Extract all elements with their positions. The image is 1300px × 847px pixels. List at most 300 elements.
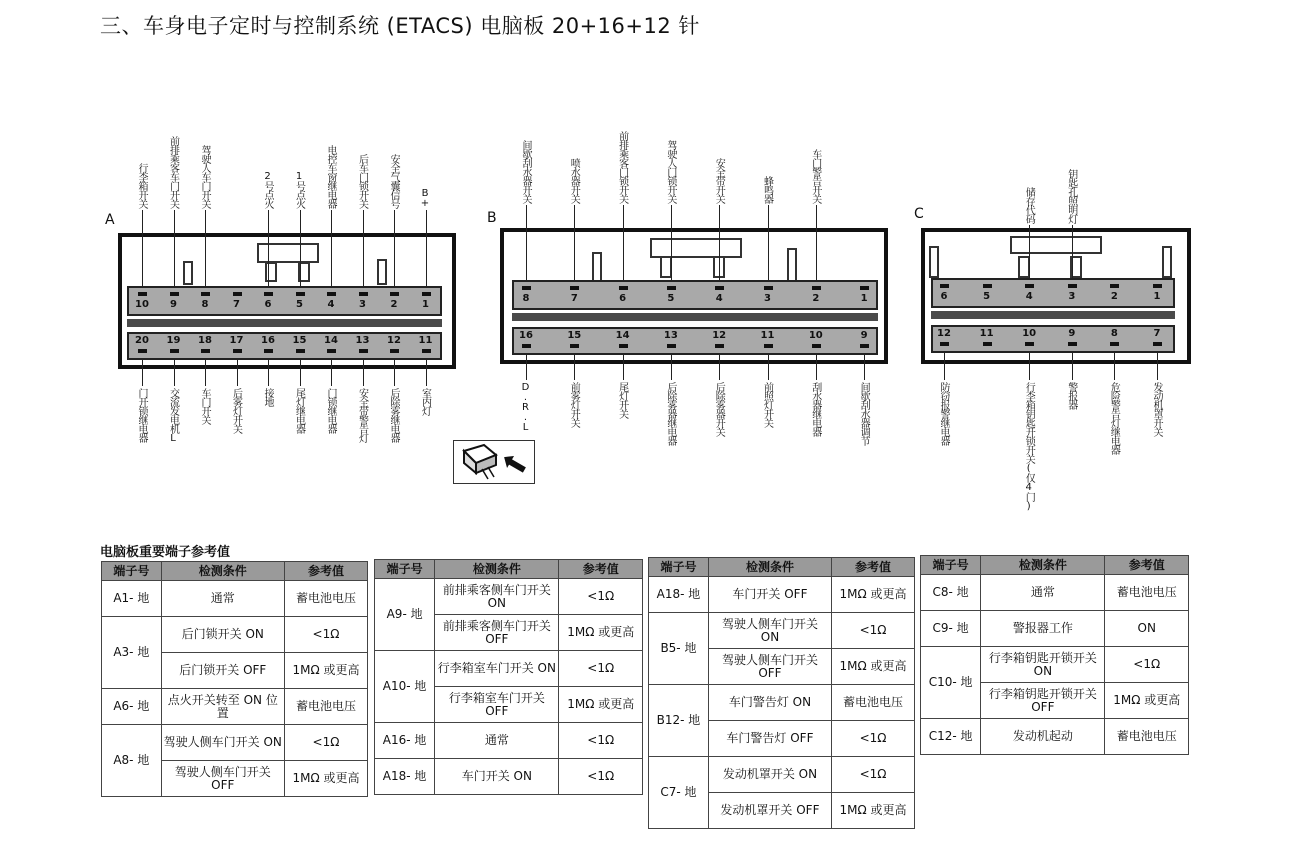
table-row [649,757,915,793]
connector-A-divider [127,319,442,327]
table-row [649,577,915,613]
table-header-cell: 端子号 [921,556,981,575]
pin-marker [201,292,210,296]
pin-marker [522,286,531,290]
pin-lead-line [331,360,332,386]
terminal-cell: A18- 地 [375,759,435,795]
pin-lead-line [426,210,427,286]
table-row [921,719,1189,755]
pin-number: 2 [390,299,398,310]
table-row [649,685,915,721]
condition-cell: 行李箱室车门开关 OFF [435,687,559,723]
pin-marker [296,292,305,296]
pin-number: 13 [663,330,678,341]
table-header-cell: 检测条件 [161,562,284,581]
pin-label-bottom: 间歇刮水器调节 [858,382,870,445]
pin-marker [983,342,992,346]
pin-label-top: 安全带开关 [713,158,725,203]
pin-label-top: 车门警告开关 [809,149,821,203]
condition-cell: 发动机罩开关 OFF [708,793,831,829]
pin-marker [1025,284,1034,288]
condition-cell: 通常 [161,581,284,617]
pin-marker [233,349,242,353]
pin-marker [1068,284,1077,288]
pin-label-bottom: 交流发电机L [167,388,179,443]
pin-number: 13 [355,335,370,346]
pin-lead-line [426,360,427,386]
pin-number: 8 [1110,328,1118,339]
table-header-cell: 端子号 [375,560,435,579]
pin-lead-line [268,210,269,286]
reference-value-cell: <1Ω [559,723,643,759]
condition-cell: 发动机起动 [981,719,1105,755]
pin-label-bottom: D.R.L [520,382,531,432]
pin-number: 20 [135,335,149,346]
pin-lead-line [394,360,395,386]
pin-marker [983,284,992,288]
pin-number: 11 [418,335,433,346]
reference-value-cell: 1MΩ 或更高 [1105,683,1189,719]
connector-C-divider [931,311,1175,319]
condition-cell: 发动机罩开关 ON [708,757,831,793]
pin-number: 17 [229,335,244,346]
condition-cell: 驾驶人侧车门开关 OFF [708,649,831,685]
condition-cell: 行李箱钥匙开锁开关 ON [981,647,1105,683]
pin-label-top: 电控车窗继电器 [325,145,336,208]
connector-A-latch [265,262,277,282]
connector-C-latch [1162,246,1172,278]
pin-number: 5 [983,291,991,302]
pin-marker [812,286,821,290]
pin-label-top: 后车门锁开关 [356,154,368,208]
pin-lead-line [174,210,175,286]
reference-table-4 [920,555,1189,755]
terminal-cell: A16- 地 [375,723,435,759]
pin-marker [940,342,949,346]
pin-number: 12 [387,335,401,346]
terminal-cell: C8- 地 [921,575,981,611]
table-header-row [921,556,1189,575]
reference-value-cell: 1MΩ 或更高 [284,653,367,689]
table-header-cell: 检测条件 [435,560,559,579]
pin-label-bottom: 发动机罩开关 [1151,382,1162,436]
reference-value-cell: <1Ω [1105,647,1189,683]
pin-label-top: 前排乘客门锁开关 [616,131,628,203]
connector-A-latch [183,261,193,285]
pin-number: 4 [327,299,335,310]
pin-number: 14 [615,330,630,341]
pin-label-top: 1号点火 [293,171,305,208]
pin-lead-line [174,360,175,386]
pin-lead-line [1072,353,1073,380]
connector-C-top-row [931,278,1175,308]
pin-lead-line [1029,225,1030,278]
pin-lead-line [623,205,624,280]
reference-table-3 [648,557,915,829]
pin-marker [359,349,368,353]
table-header-cell: 参考值 [559,560,643,579]
pin-label-top: 钥匙孔照明灯 [1065,169,1077,223]
reference-value-cell: 蓄电池电压 [832,685,915,721]
connector-A-latch [257,243,319,263]
reference-table-2 [374,559,643,795]
reference-value-cell: 蓄电池电压 [1105,719,1189,755]
pin-number: 15 [567,330,582,341]
pin-label-bottom: 后除雾继电器 [388,388,399,442]
pin-marker [138,349,147,353]
pin-marker [812,344,821,348]
pin-marker [1025,342,1034,346]
connector-C-latch [1018,256,1030,278]
pin-lead-line [205,210,206,286]
pin-lead-line [363,360,364,386]
pin-label-bottom: 前雾灯开关 [568,382,580,427]
pin-lead-line [1157,353,1158,380]
reference-value-cell: 1MΩ 或更高 [284,761,367,797]
pin-label-bottom: 防窃报警继电器 [938,382,949,445]
reference-table-1 [101,561,368,797]
pin-label-top: 2号点火 [262,171,273,208]
connector-A-latch [377,259,387,285]
pin-marker [138,292,147,296]
pin-marker [764,286,773,290]
pin-label-bottom: 后除雾器开关 [713,382,725,436]
pin-lead-line [816,355,817,380]
pin-label-bottom: 门锁继电器 [325,388,336,433]
pin-lead-line [300,210,301,286]
table-row [375,723,643,759]
reference-value-cell: 1MΩ 或更高 [832,577,915,613]
pin-number: 6 [940,291,948,302]
terminal-cell: B5- 地 [649,613,709,685]
connector-C-latch [929,246,939,278]
condition-cell: 通常 [981,575,1105,611]
pin-label-bottom: 危险警告灯继电器 [1108,382,1120,454]
pin-marker [390,292,399,296]
pin-number: 5 [667,293,675,304]
table-row [102,581,368,617]
reference-value-cell: 1MΩ 或更高 [559,615,643,651]
reference-value-cell: <1Ω [832,613,915,649]
table-header-row [375,560,643,579]
table-header-cell: 参考值 [832,558,915,577]
reference-value-cell: 1MΩ 或更高 [832,793,915,829]
pin-lead-line [768,355,769,380]
pin-label-top: 喷水器开关 [568,158,580,203]
connector-B-latch [592,252,602,282]
pin-marker [327,349,336,353]
table-header-cell: 参考值 [284,562,367,581]
condition-cell: 前排乘客侧车门开关 ON [435,579,559,615]
reference-value-cell: 蓄电池电压 [284,689,367,725]
pin-marker [327,292,336,296]
pin-marker [715,286,724,290]
pin-marker [667,286,676,290]
pin-number: 7 [1153,328,1161,339]
pin-marker [422,292,431,296]
pin-lead-line [1072,225,1073,278]
pin-lead-line [768,205,769,280]
condition-cell: 车门警告灯 ON [708,685,831,721]
reference-value-cell: <1Ω [559,579,643,615]
pin-lead-line [300,360,301,386]
pin-lead-line [142,360,143,386]
pin-label-bottom: 警报器 [1065,382,1077,409]
pin-lead-line [394,210,395,286]
terminal-cell: C7- 地 [649,757,709,829]
pin-label-top: 驾驶人车门开关 [199,145,210,208]
connector-B-divider [512,313,878,321]
pin-number: 4 [1025,291,1033,302]
table-row [375,579,643,615]
pin-marker [1153,342,1162,346]
terminal-cell: A9- 地 [375,579,435,651]
pin-number: 18 [198,335,212,346]
pin-marker [764,344,773,348]
table-row [102,689,368,725]
pin-lead-line [1114,353,1115,380]
pin-marker [359,292,368,296]
condition-cell: 车门开关 OFF [708,577,831,613]
pin-label-bottom: 行李箱钥匙开锁开关(仅4门) [1023,382,1035,511]
pin-number: 1 [860,293,868,304]
pin-marker [570,344,579,348]
connector-C-letter: C [914,206,924,222]
pin-label-top: 安全气囊信号 [388,154,399,208]
pin-marker [296,349,305,353]
pin-marker [201,349,210,353]
pin-marker [1068,342,1077,346]
pin-lead-line [1029,353,1030,380]
pin-number: 2 [1110,291,1118,302]
condition-cell: 行李箱钥匙开锁开关 OFF [981,683,1105,719]
pin-marker [264,292,273,296]
table-row [375,651,643,687]
terminal-cell: C12- 地 [921,719,981,755]
pin-number: 16 [519,330,533,341]
pin-label-top: B+ [419,188,431,208]
condition-cell: 行李箱室车门开关 ON [435,651,559,687]
reference-value-cell: 1MΩ 或更高 [832,649,915,685]
condition-cell: 驾驶人侧车门开关 ON [708,613,831,649]
pin-label-bottom: 前照灯开关 [761,382,773,427]
pin-marker [390,349,399,353]
reference-value-cell: 蓄电池电压 [284,581,367,617]
table-row [921,611,1189,647]
table-header-row [102,562,368,581]
connector-B-latch [650,238,742,258]
pin-lead-line [719,205,720,280]
connector-B-letter: B [487,210,497,226]
pin-marker [619,286,628,290]
pin-label-bottom: 室内灯 [419,388,431,415]
pin-lead-line [268,360,269,386]
pin-number: 2 [812,293,820,304]
pin-marker [667,344,676,348]
pin-label-bottom: 刮水器继电器 [809,382,821,436]
table-header-cell: 端子号 [102,562,162,581]
pin-number: 1 [422,299,429,310]
pin-lead-line [574,205,575,280]
pin-number: 8 [522,293,530,304]
condition-cell: 点火开关转至 ON 位置 [161,689,284,725]
pin-marker [619,344,628,348]
pin-number: 4 [715,293,723,304]
pin-number: 1 [1153,291,1161,302]
pin-marker [233,292,242,296]
pin-lead-line [526,355,527,380]
plug-icon [453,440,535,484]
table-header-cell: 端子号 [649,558,709,577]
pin-number: 9 [170,299,177,310]
pin-marker [1110,284,1119,288]
pin-number: 10 [1022,328,1037,339]
table-row [921,647,1189,683]
pin-number: 12 [712,330,727,341]
table-header-cell: 检测条件 [981,556,1105,575]
pin-marker [570,286,579,290]
table-row [921,575,1189,611]
pin-number: 8 [201,299,209,310]
pin-number: 10 [808,330,823,341]
pin-label-bottom: 后除雾器继电器 [664,382,676,445]
connector-C-bottom-row [931,325,1175,353]
terminal-cell: A10- 地 [375,651,435,723]
pin-label-bottom: 接地 [262,388,273,406]
pin-number: 11 [979,328,994,339]
pin-marker [264,349,273,353]
pin-number: 6 [619,293,627,304]
condition-cell: 驾驶人侧车门开关 OFF [161,761,284,797]
connector-A-letter: A [105,212,115,228]
condition-cell: 后门锁开关 ON [161,617,284,653]
reference-value-cell: <1Ω [559,759,643,795]
pin-lead-line [205,360,206,386]
pin-number: 5 [296,299,303,310]
pin-number: 7 [570,293,578,304]
condition-cell: 车门开关 ON [435,759,559,795]
pin-number: 16 [261,335,275,346]
reference-value-cell: 1MΩ 或更高 [559,687,643,723]
table-row [102,617,368,653]
condition-cell: 车门警告灯 OFF [708,721,831,757]
pin-label-bottom: 车门开关 [199,388,210,424]
pin-number: 7 [233,299,240,310]
pin-label-top: 间歇刮水器开关 [520,140,531,203]
table-row [375,759,643,795]
pin-lead-line [237,360,238,386]
terminal-cell: B12- 地 [649,685,709,757]
pin-lead-line [574,355,575,380]
reference-value-cell: ON [1105,611,1189,647]
page-title: 三、车身电子定时与控制系统 (ETACS) 电脑板 20+16+12 针 [100,14,700,38]
pin-lead-line [671,205,672,280]
pin-marker [715,344,724,348]
pin-number: 9 [1068,328,1076,339]
pin-marker [860,344,869,348]
table-row [649,613,915,649]
terminal-cell: A3- 地 [102,617,162,689]
pin-number: 3 [764,293,771,304]
condition-cell: 通常 [435,723,559,759]
tables-title: 电脑板重要端子参考值 [100,545,231,560]
connector-B-latch [787,248,797,282]
pin-label-bottom: 尾灯开关 [616,382,628,418]
reference-value-cell: <1Ω [284,725,367,761]
pin-number: 9 [860,330,868,341]
terminal-cell: A6- 地 [102,689,162,725]
terminal-cell: C10- 地 [921,647,981,719]
reference-value-cell: <1Ω [832,721,915,757]
pin-marker [1110,342,1119,346]
pin-number: 12 [937,328,951,339]
condition-cell: 前排乘客侧车门开关 OFF [435,615,559,651]
pin-lead-line [363,210,364,286]
pin-lead-line [944,353,945,380]
terminal-cell: A1- 地 [102,581,162,617]
pin-marker [170,292,179,296]
pin-lead-line [526,205,527,280]
pin-lead-line [719,355,720,380]
table-header-cell: 参考值 [1105,556,1189,575]
pin-number: 3 [359,299,366,310]
pin-lead-line [864,355,865,380]
pin-lead-line [331,210,332,286]
pin-number: 15 [292,335,307,346]
pin-number: 10 [135,299,149,310]
pin-lead-line [671,355,672,380]
pin-label-top: 储存代码 [1023,187,1035,223]
pin-label-top: 驾驶人门锁开关 [664,140,676,203]
pin-label-bottom: 门开锁继电器 [136,388,147,442]
pin-marker [170,349,179,353]
table-header-row [649,558,915,577]
pin-marker [1153,284,1162,288]
condition-cell: 驾驶人侧车门开关 ON [161,725,284,761]
pin-label-bottom: 后雾灯开关 [230,388,242,433]
table-header-cell: 检测条件 [708,558,831,577]
condition-cell: 警报器工作 [981,611,1105,647]
pin-label-bottom: 尾灯继电器 [293,388,305,433]
reference-value-cell: <1Ω [832,757,915,793]
pin-number: 3 [1068,291,1076,302]
pin-marker [522,344,531,348]
pin-number: 19 [166,335,181,346]
table-row [102,725,368,761]
pin-label-bottom: 安全带警告灯 [356,388,368,442]
connector-C-latch [1010,236,1102,254]
pin-lead-line [142,210,143,286]
terminal-cell: A18- 地 [649,577,709,613]
pin-marker [860,286,869,290]
pin-number: 14 [324,335,338,346]
pin-label-top: 前排乘客车门开关 [167,136,179,208]
pin-number: 6 [264,299,272,310]
pin-marker [940,284,949,288]
reference-value-cell: <1Ω [559,651,643,687]
pin-label-top: 蜂鸣器 [761,176,773,203]
condition-cell: 后门锁开关 OFF [161,653,284,689]
reference-value-cell: <1Ω [284,617,367,653]
pin-lead-line [816,205,817,280]
pin-label-top: 行李箱开关 [136,163,147,208]
pin-lead-line [623,355,624,380]
pin-number: 11 [760,330,775,341]
reference-value-cell: 蓄电池电压 [1105,575,1189,611]
terminal-cell: C9- 地 [921,611,981,647]
pin-marker [422,349,431,353]
terminal-cell: A8- 地 [102,725,162,797]
